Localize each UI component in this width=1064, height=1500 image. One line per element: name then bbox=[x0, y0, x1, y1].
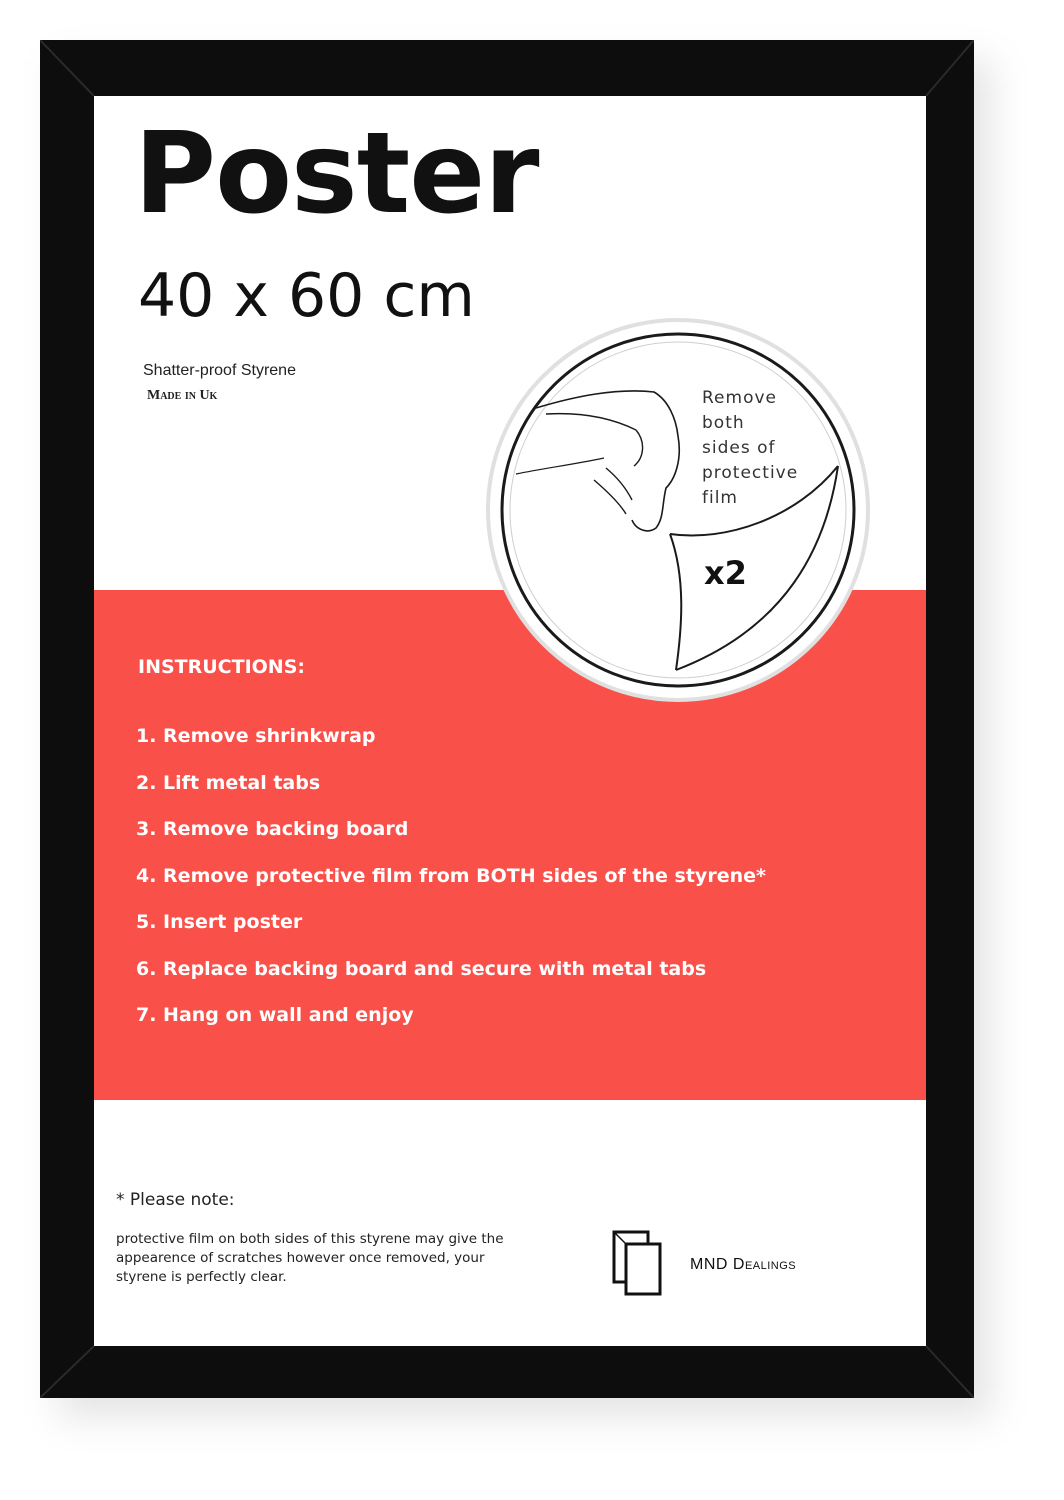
origin-label: Made in Uk bbox=[147, 388, 218, 403]
instruction-step: 1. Remove shrinkwrap bbox=[136, 725, 376, 747]
illustration-caption bbox=[702, 386, 798, 511]
caption-line: protective bbox=[702, 463, 799, 483]
instructions-list bbox=[136, 724, 766, 1050]
multiplier-label: x2 bbox=[704, 554, 747, 592]
instructions-heading: INSTRUCTIONS: bbox=[138, 656, 305, 678]
brand-name: MND Dealings bbox=[690, 1256, 797, 1273]
note-heading: * Please note: bbox=[116, 1190, 235, 1210]
instruction-step: 3. Remove backing board bbox=[136, 818, 409, 840]
poster-insert bbox=[94, 96, 926, 1346]
poster-size: 40 x 60 cm bbox=[138, 261, 475, 331]
caption-line: sides of bbox=[702, 438, 776, 458]
mnd-frame-logo-icon bbox=[612, 1230, 664, 1296]
caption-line: film bbox=[702, 488, 738, 508]
poster-title: Poster bbox=[134, 109, 539, 239]
hand-peeling-film-icon bbox=[486, 318, 870, 702]
instruction-step: 7. Hang on wall and enjoy bbox=[136, 1004, 414, 1026]
note-body: protective film on both sides of this styrene may give the appearence of scratches however once removed, your styrene is perfectly clear. bbox=[116, 1231, 504, 1285]
instruction-step: 4. Remove protective film from BOTH sides of the styrene* bbox=[136, 864, 766, 887]
instruction-step: 2. Lift metal tabs bbox=[136, 771, 321, 794]
caption-line: Remove bbox=[702, 388, 777, 408]
caption-line: both bbox=[702, 413, 745, 433]
material-label: Shatter-proof Styrene bbox=[143, 362, 296, 379]
instruction-step: 6. Replace backing board and secure with metal tabs bbox=[136, 957, 707, 980]
instruction-step: 5. Insert poster bbox=[136, 911, 303, 933]
